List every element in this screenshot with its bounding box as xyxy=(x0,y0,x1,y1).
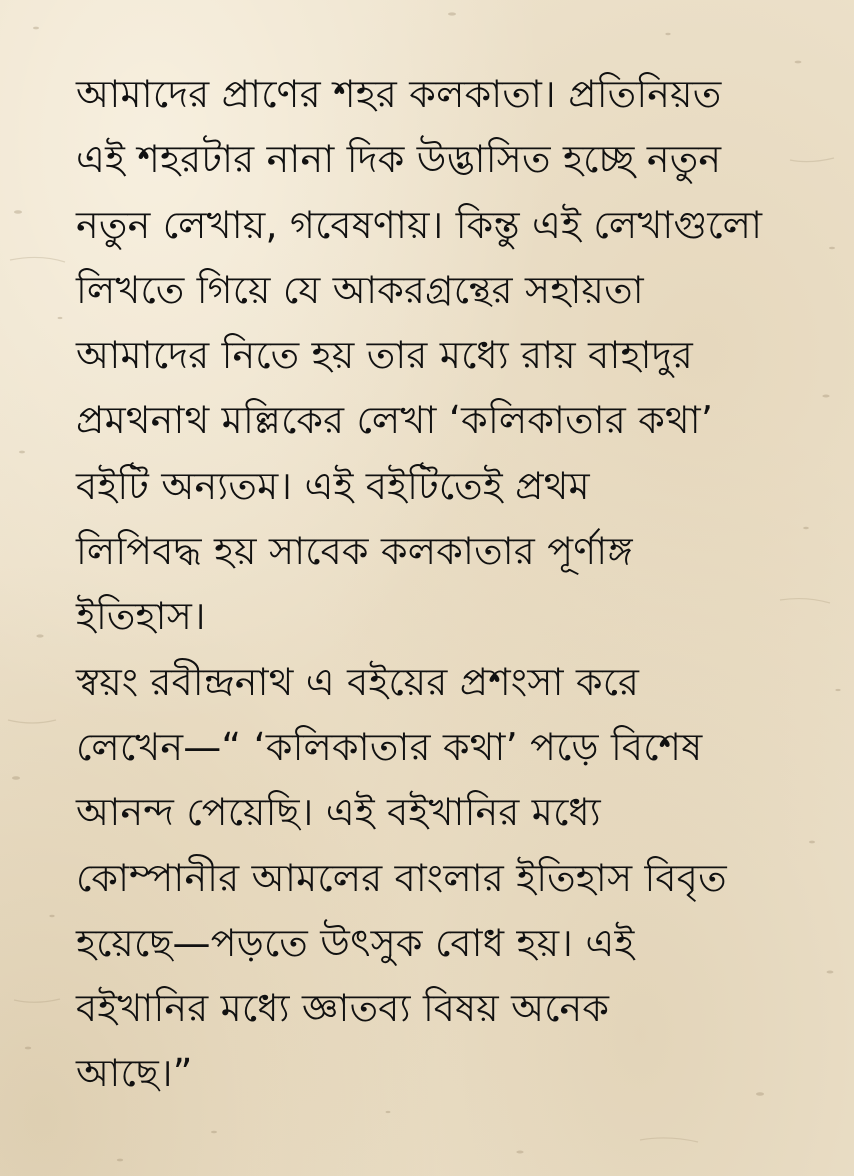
text-line: লেখেন—“ ‘কলিকাতার কথা’ পড়ে বিশেষ xyxy=(76,724,703,769)
text-line: আমাদের নিতে হয় তার মধ্যে রায় বাহাদুর xyxy=(76,333,693,378)
text-line: বইটি অন্যতম। এই বইটিতেই প্রথম xyxy=(76,463,590,508)
text-line: বইখানির মধ্যে জ্ঞাতব্য বিষয় অনেক xyxy=(76,986,610,1031)
text-line: লিপিবদ্ধ হয় সাবেক কলকাতার পূর্ণাঙ্গ xyxy=(76,529,633,574)
text-line: আছে।” xyxy=(76,1051,193,1096)
text-line: আনন্দ পেয়েছি। এই বইখানির মধ্যে xyxy=(76,790,601,835)
text-line: নতুন লেখায়, গবেষণায়। কিন্তু এই লেখাগুলো xyxy=(76,202,763,247)
text-line: কোম্পানীর আমলের বাংলার ইতিহাস বিবৃত xyxy=(76,855,727,900)
text-line: এই শহরটার নানা দিক উদ্ভাসিত হচ্ছে নতুন xyxy=(76,137,722,182)
text-line: আমাদের প্রাণের শহর কলকাতা। প্রতিনিয়ত xyxy=(76,72,722,116)
paragraph-1 xyxy=(76,62,816,650)
paragraph-2 xyxy=(76,650,816,1107)
text-line: হয়েছে—পড়তে উৎসুক বোধ হয়। এই xyxy=(76,920,635,965)
text-line: স্বয়ং রবীন্দ্রনাথ এ বইয়ের প্রশংসা করে xyxy=(76,659,640,704)
text-line: প্রমথনাথ মল্লিকের লেখা ‘কলিকাতার কথা’ xyxy=(76,398,714,443)
book-text xyxy=(76,62,816,1107)
text-line: ইতিহাস। xyxy=(76,594,206,639)
text-line: লিখতে গিয়ে যে আকরগ্রন্থের সহায়তা xyxy=(76,267,644,312)
